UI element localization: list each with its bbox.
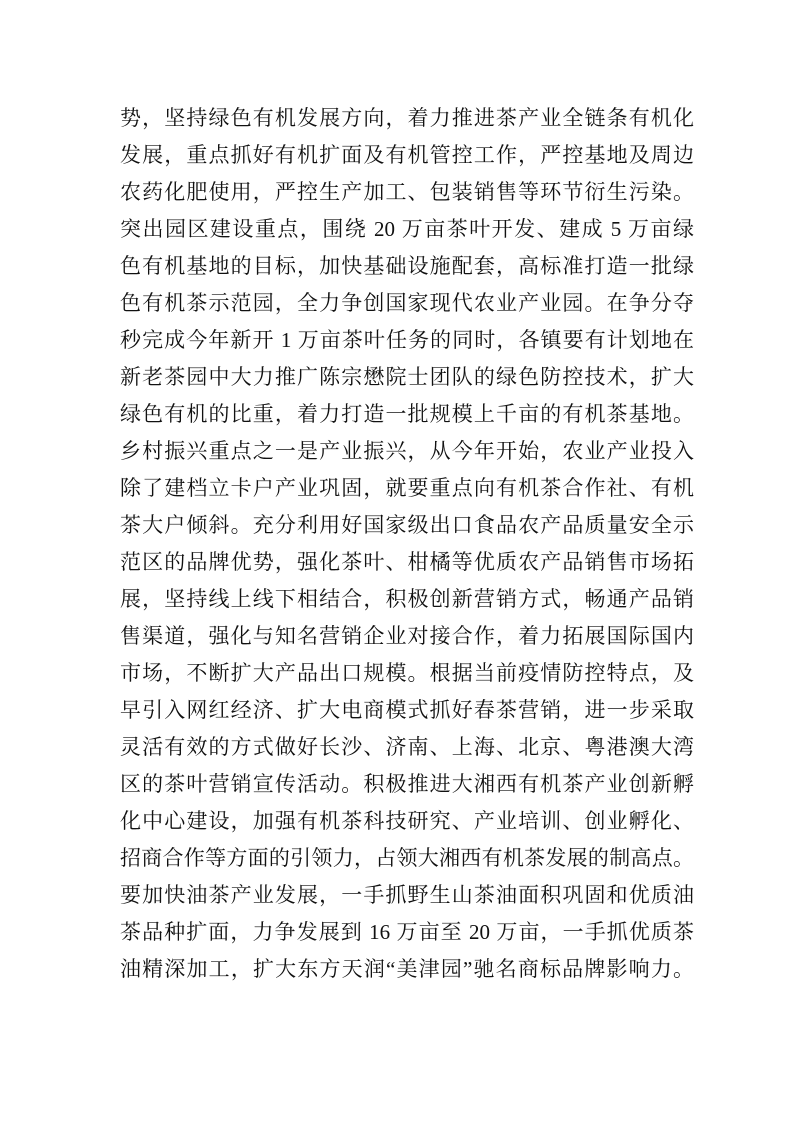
text-line: 早引入网红经济、扩大电商模式抓好春茶营销，进一步采取 [120,698,694,722]
text-line: 发展，重点抓好有机扩面及有机管控工作，严控基地及周边 [120,143,694,167]
document-body [120,100,694,988]
text-line: 新老茶园中大力推广陈宗懋院士团队的绿色防控技术，扩大 [120,365,694,389]
text-line: 招商合作等方面的引领力，占领大湘西有机茶发展的制高点。 [120,846,694,870]
text-line: 色有机基地的目标，加快基础设施配套，高标准打造一批绿 [120,254,694,278]
text-line: 展，坚持线上线下相结合，积极创新营销方式，畅通产品销 [120,587,694,611]
text-line: 农药化肥使用，严控生产加工、包装销售等环节衍生污染。 [120,180,694,204]
text-line: 势，坚持绿色有机发展方向，着力推进茶产业全链条有机化 [120,106,694,130]
text-line: 乡村振兴重点之一是产业振兴，从今年开始，农业产业投入 [120,439,694,463]
text-line: 秒完成今年新开 1 万亩茶叶任务的同时，各镇要有计划地在 [120,328,694,352]
text-line: 售渠道，强化与知名营销企业对接合作，着力拓展国际国内 [120,624,694,648]
text-line: 除了建档立卡户产业巩固，就要重点向有机茶合作社、有机 [120,476,694,500]
text-line: 化中心建设，加强有机茶科技研究、产业培训、创业孵化、 [120,809,694,833]
text-line: 油精深加工，扩大东方天润“美津园”驰名商标品牌影响力。 [120,957,694,981]
text-line: 色有机茶示范园，全力争创国家现代农业产业园。在争分夺 [120,291,694,315]
text-line: 突出园区建设重点，围绕 20 万亩茶叶开发、建成 5 万亩绿 [120,217,694,241]
text-line: 灵活有效的方式做好长沙、济南、上海、北京、粤港澳大湾 [120,735,694,759]
text-line: 范区的品牌优势，强化茶叶、柑橘等优质农产品销售市场拓 [120,550,694,574]
text-line: 要加快油茶产业发展，一手抓野生山茶油面积巩固和优质油 [120,883,694,907]
text-line: 市场，不断扩大产品出口规模。根据当前疫情防控特点，及 [120,661,694,685]
text-line: 茶品种扩面，力争发展到 16 万亩至 20 万亩，一手抓优质茶 [120,920,694,944]
text-line: 绿色有机的比重，着力打造一批规模上千亩的有机茶基地。 [120,402,694,426]
text-line: 茶大户倾斜。充分利用好国家级出口食品农产品质量安全示 [120,513,694,537]
text-line: 区的茶叶营销宣传活动。积极推进大湘西有机茶产业创新孵 [120,772,694,796]
